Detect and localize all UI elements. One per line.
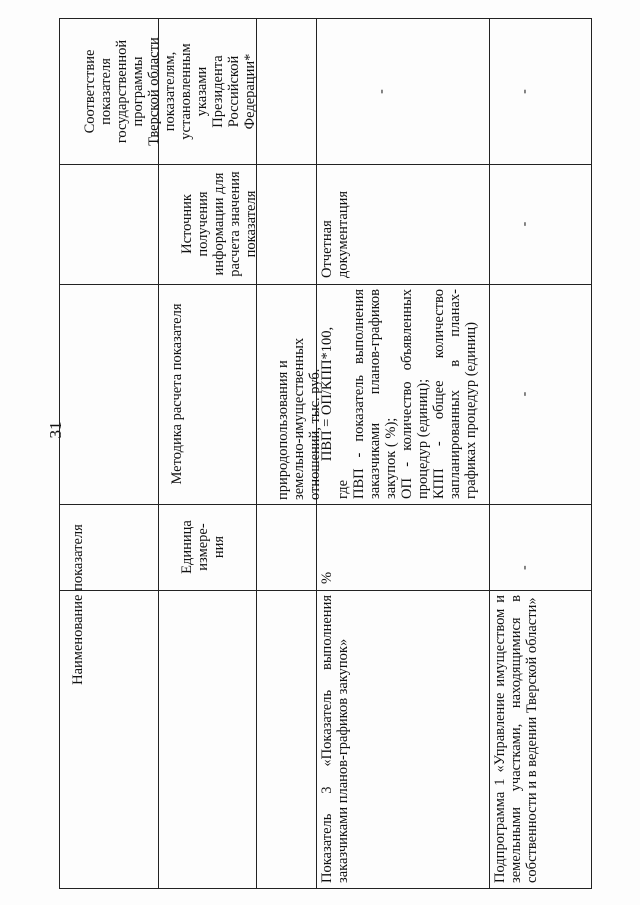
indicator-3-compliance: - bbox=[374, 89, 389, 94]
header-compliance-label: Соответствие показателя государственной программы Тверской области показателям, установленным указами Президента Российской Федерации* bbox=[82, 37, 258, 146]
subprogram-1-name: Подпрограмма 1 «Управление имуществом и земельными участками, находящимися в собственности и в ведении Тверской области» bbox=[492, 595, 540, 883]
method-definition-kpp: КПП - общее количество запланированных в планах-графиках процедур (единиц) bbox=[431, 289, 479, 499]
indicator-table bbox=[59, 18, 592, 889]
row-continuation-method bbox=[257, 284, 323, 504]
continuation-method-text: природопользования и земельно-имущественных отношений, тыс. руб. bbox=[275, 337, 323, 500]
page-number: 31 bbox=[46, 421, 65, 439]
row-subprogram-1-source bbox=[490, 164, 591, 284]
indicator-3-unit: % bbox=[319, 571, 335, 584]
method-definition-pvp: ПВП - показатель выполнения заказчиками планов-графиков закупок ( %); bbox=[351, 289, 399, 499]
subprogram-1-method: - bbox=[517, 391, 532, 397]
row-indicator-3-name bbox=[317, 590, 489, 888]
row-subprogram-1-name bbox=[490, 590, 591, 888]
row-subprogram-1-unit bbox=[490, 504, 591, 590]
header-unit-label: Единица измере- ния bbox=[179, 520, 227, 574]
row-indicator-3-source bbox=[317, 164, 489, 284]
column-header-source bbox=[159, 164, 259, 284]
header-method-label: Методика расчета показателя bbox=[169, 303, 185, 485]
row-subprogram-1-compliance bbox=[490, 19, 591, 164]
column-header-compliance bbox=[60, 19, 256, 164]
subprogram-1-source: - bbox=[517, 221, 532, 227]
row-subprogram-1-method bbox=[490, 284, 591, 504]
row-indicator-3-unit bbox=[317, 504, 489, 590]
method-definition-op: ОП - количество объявленных процедур (единиц); bbox=[399, 289, 431, 499]
subprogram-1-compliance: - bbox=[517, 89, 532, 94]
subprogram-1-unit: - bbox=[517, 565, 532, 570]
header-name-label: Наименование показателя bbox=[70, 524, 86, 685]
row-indicator-3-method bbox=[317, 284, 489, 504]
column-header-unit bbox=[159, 504, 256, 590]
indicator-3-name: Показатель 3 «Показатель выполнения заказчиками планов-графиков закупок» bbox=[319, 595, 351, 883]
row-indicator-3-compliance bbox=[317, 19, 489, 164]
indicator-3-source: Отчетная документация bbox=[319, 190, 351, 278]
method-where: где bbox=[335, 479, 351, 499]
method-formula: ПВП = ОП/КПП*100, bbox=[319, 326, 335, 462]
header-source-label: Источник получения информации для расчета значения показателя bbox=[179, 171, 259, 277]
